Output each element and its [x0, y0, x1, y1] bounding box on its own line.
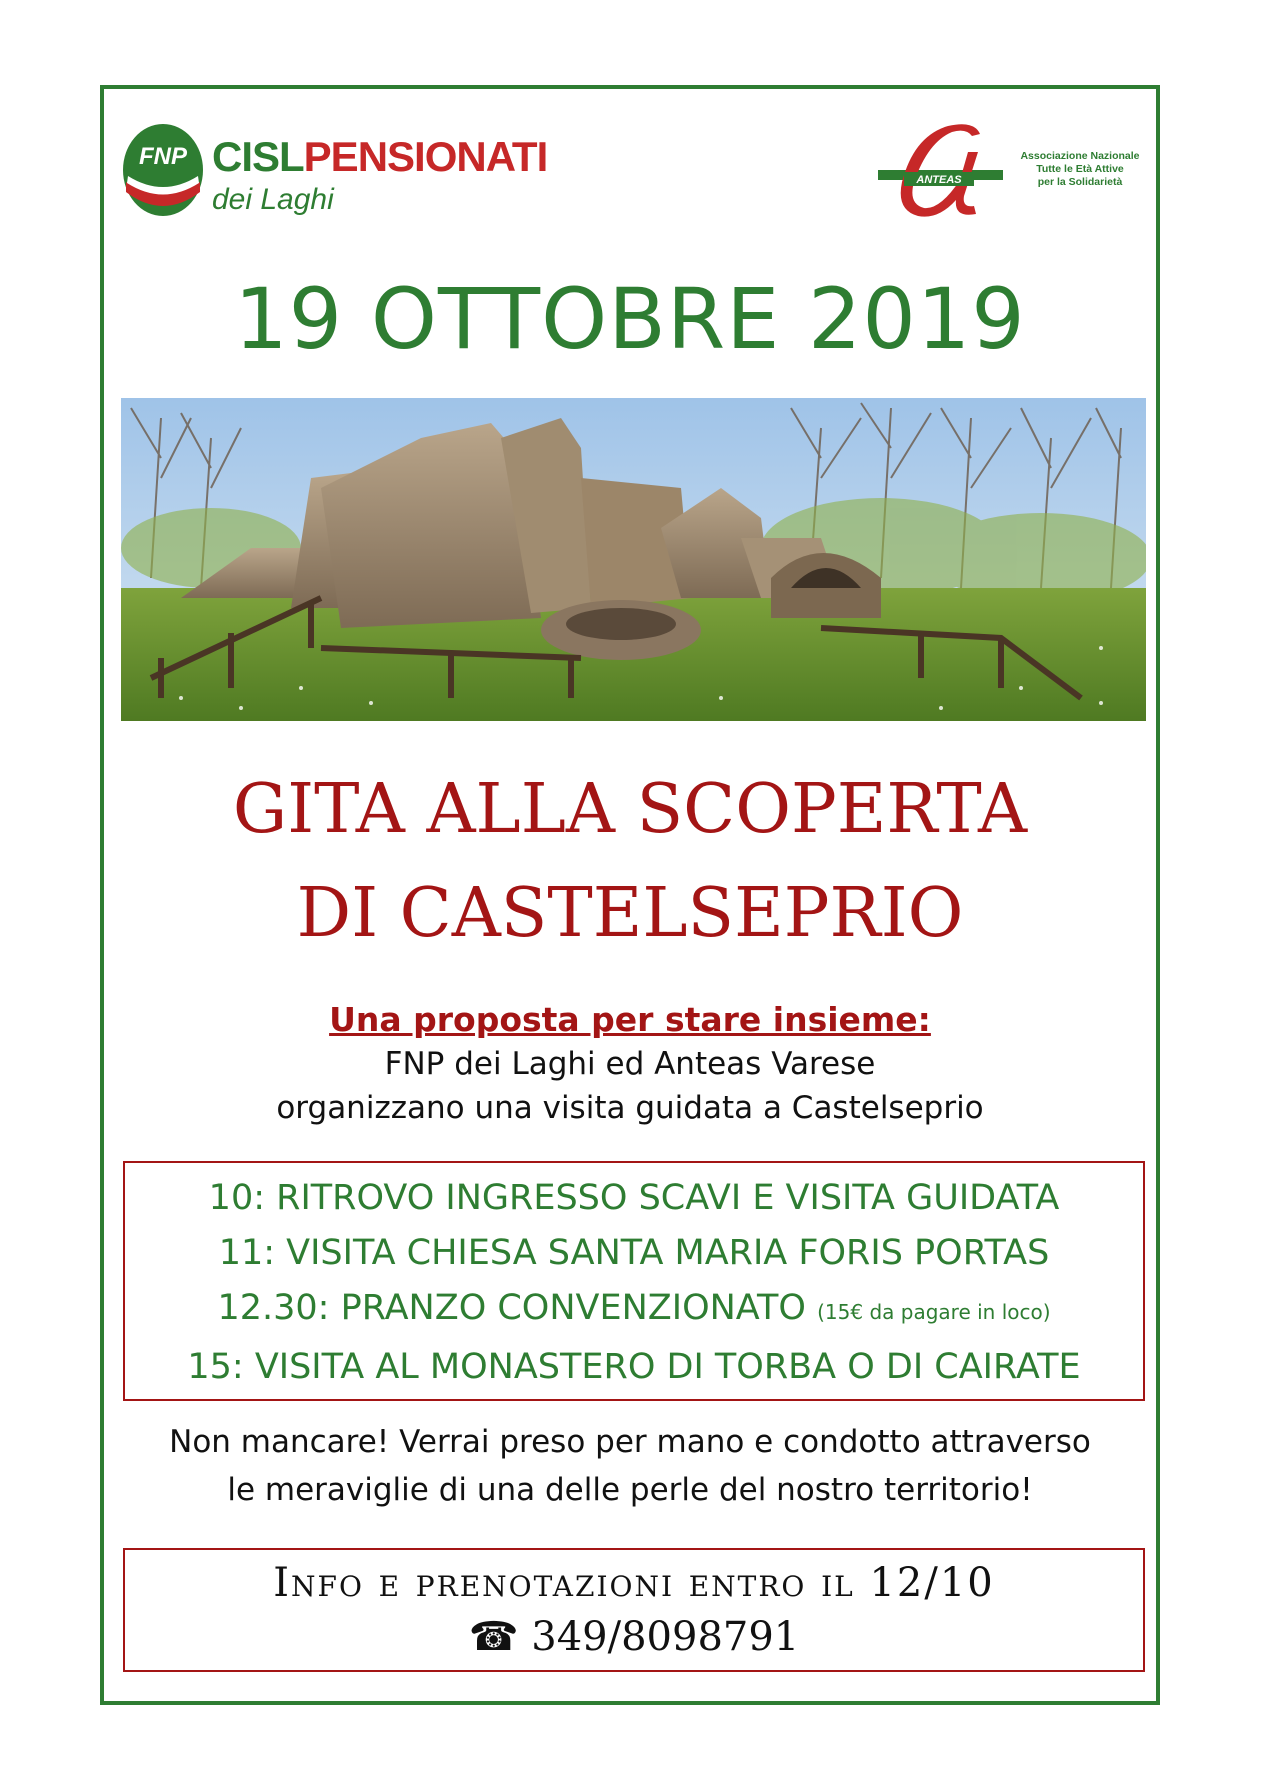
closing-line2: le meraviglie di una delle perle del nostro territorio! [227, 1472, 1033, 1508]
phone-number: 349/8098791 [531, 1614, 800, 1660]
schedule-item [125, 1281, 1143, 1340]
cisl-pensionati-text [212, 133, 547, 181]
schedule-item-note: (15€ da pagare in loco) [817, 1300, 1051, 1324]
anteas-a-icon [878, 122, 1008, 222]
event-title [100, 758, 1160, 966]
schedule-item [125, 1171, 1143, 1226]
anteas-logo [878, 122, 1148, 222]
dei-laghi-text: dei Laghi [212, 183, 334, 216]
schedule-item-text: 12.30: PRANZO CONVENZIONATO [217, 1288, 806, 1328]
fnp-badge-text: FNP [139, 143, 187, 170]
event-title-line2: DI CASTELSEPRIO [296, 874, 964, 953]
schedule-item [125, 1340, 1143, 1395]
schedule-item-text: 15: VISITA AL MONASTERO DI TORBA O DI CAIRATE [187, 1347, 1081, 1387]
schedule-item-text: 10: RITROVO INGRESSO SCAVI E VISITA GUIDATA [208, 1178, 1060, 1218]
schedule-item-text: 11: VISITA CHIESA SANTA MARIA FORIS PORTAS [218, 1233, 1050, 1273]
schedule-box [123, 1161, 1145, 1401]
anteas-badge-text: ANTEAS [916, 174, 962, 186]
proposal-block [100, 998, 1160, 1130]
proposal-heading: Una proposta per stare insieme: [329, 1000, 931, 1039]
fnp-badge-icon [120, 120, 206, 220]
pensionati-word: PENSIONATI [303, 133, 548, 180]
anteas-caption [1005, 150, 1155, 189]
proposal-line1: FNP dei Laghi ed Anteas Varese [384, 1046, 876, 1082]
anteas-caption-line2: Tutte le Età Attive [1036, 163, 1124, 175]
telephone-icon: ☎ [468, 1614, 519, 1660]
fnp-cisl-logo [120, 115, 548, 225]
event-title-line1: GITA ALLA SCOPERTA [232, 770, 1028, 849]
event-date: 19 OTTOBRE 2019 [234, 270, 1026, 368]
closing-message [100, 1418, 1160, 1514]
info-heading: Info e prenotazioni entro il 12/10 [273, 1560, 995, 1606]
anteas-caption-line3: per la Solidarietà [1037, 176, 1123, 188]
castelseprio-ruins-photo [121, 398, 1146, 721]
phone-line [125, 1610, 1143, 1664]
proposal-line2: organizzano una visita guidata a Castelseprio [276, 1090, 984, 1126]
schedule-item [125, 1226, 1143, 1281]
anteas-caption-line1: Associazione Nazionale [1020, 150, 1140, 162]
cisl-word: CISL [212, 133, 304, 180]
closing-line1: Non mancare! Verrai preso per mano e condotto attraverso [169, 1424, 1091, 1460]
info-box [123, 1548, 1145, 1672]
